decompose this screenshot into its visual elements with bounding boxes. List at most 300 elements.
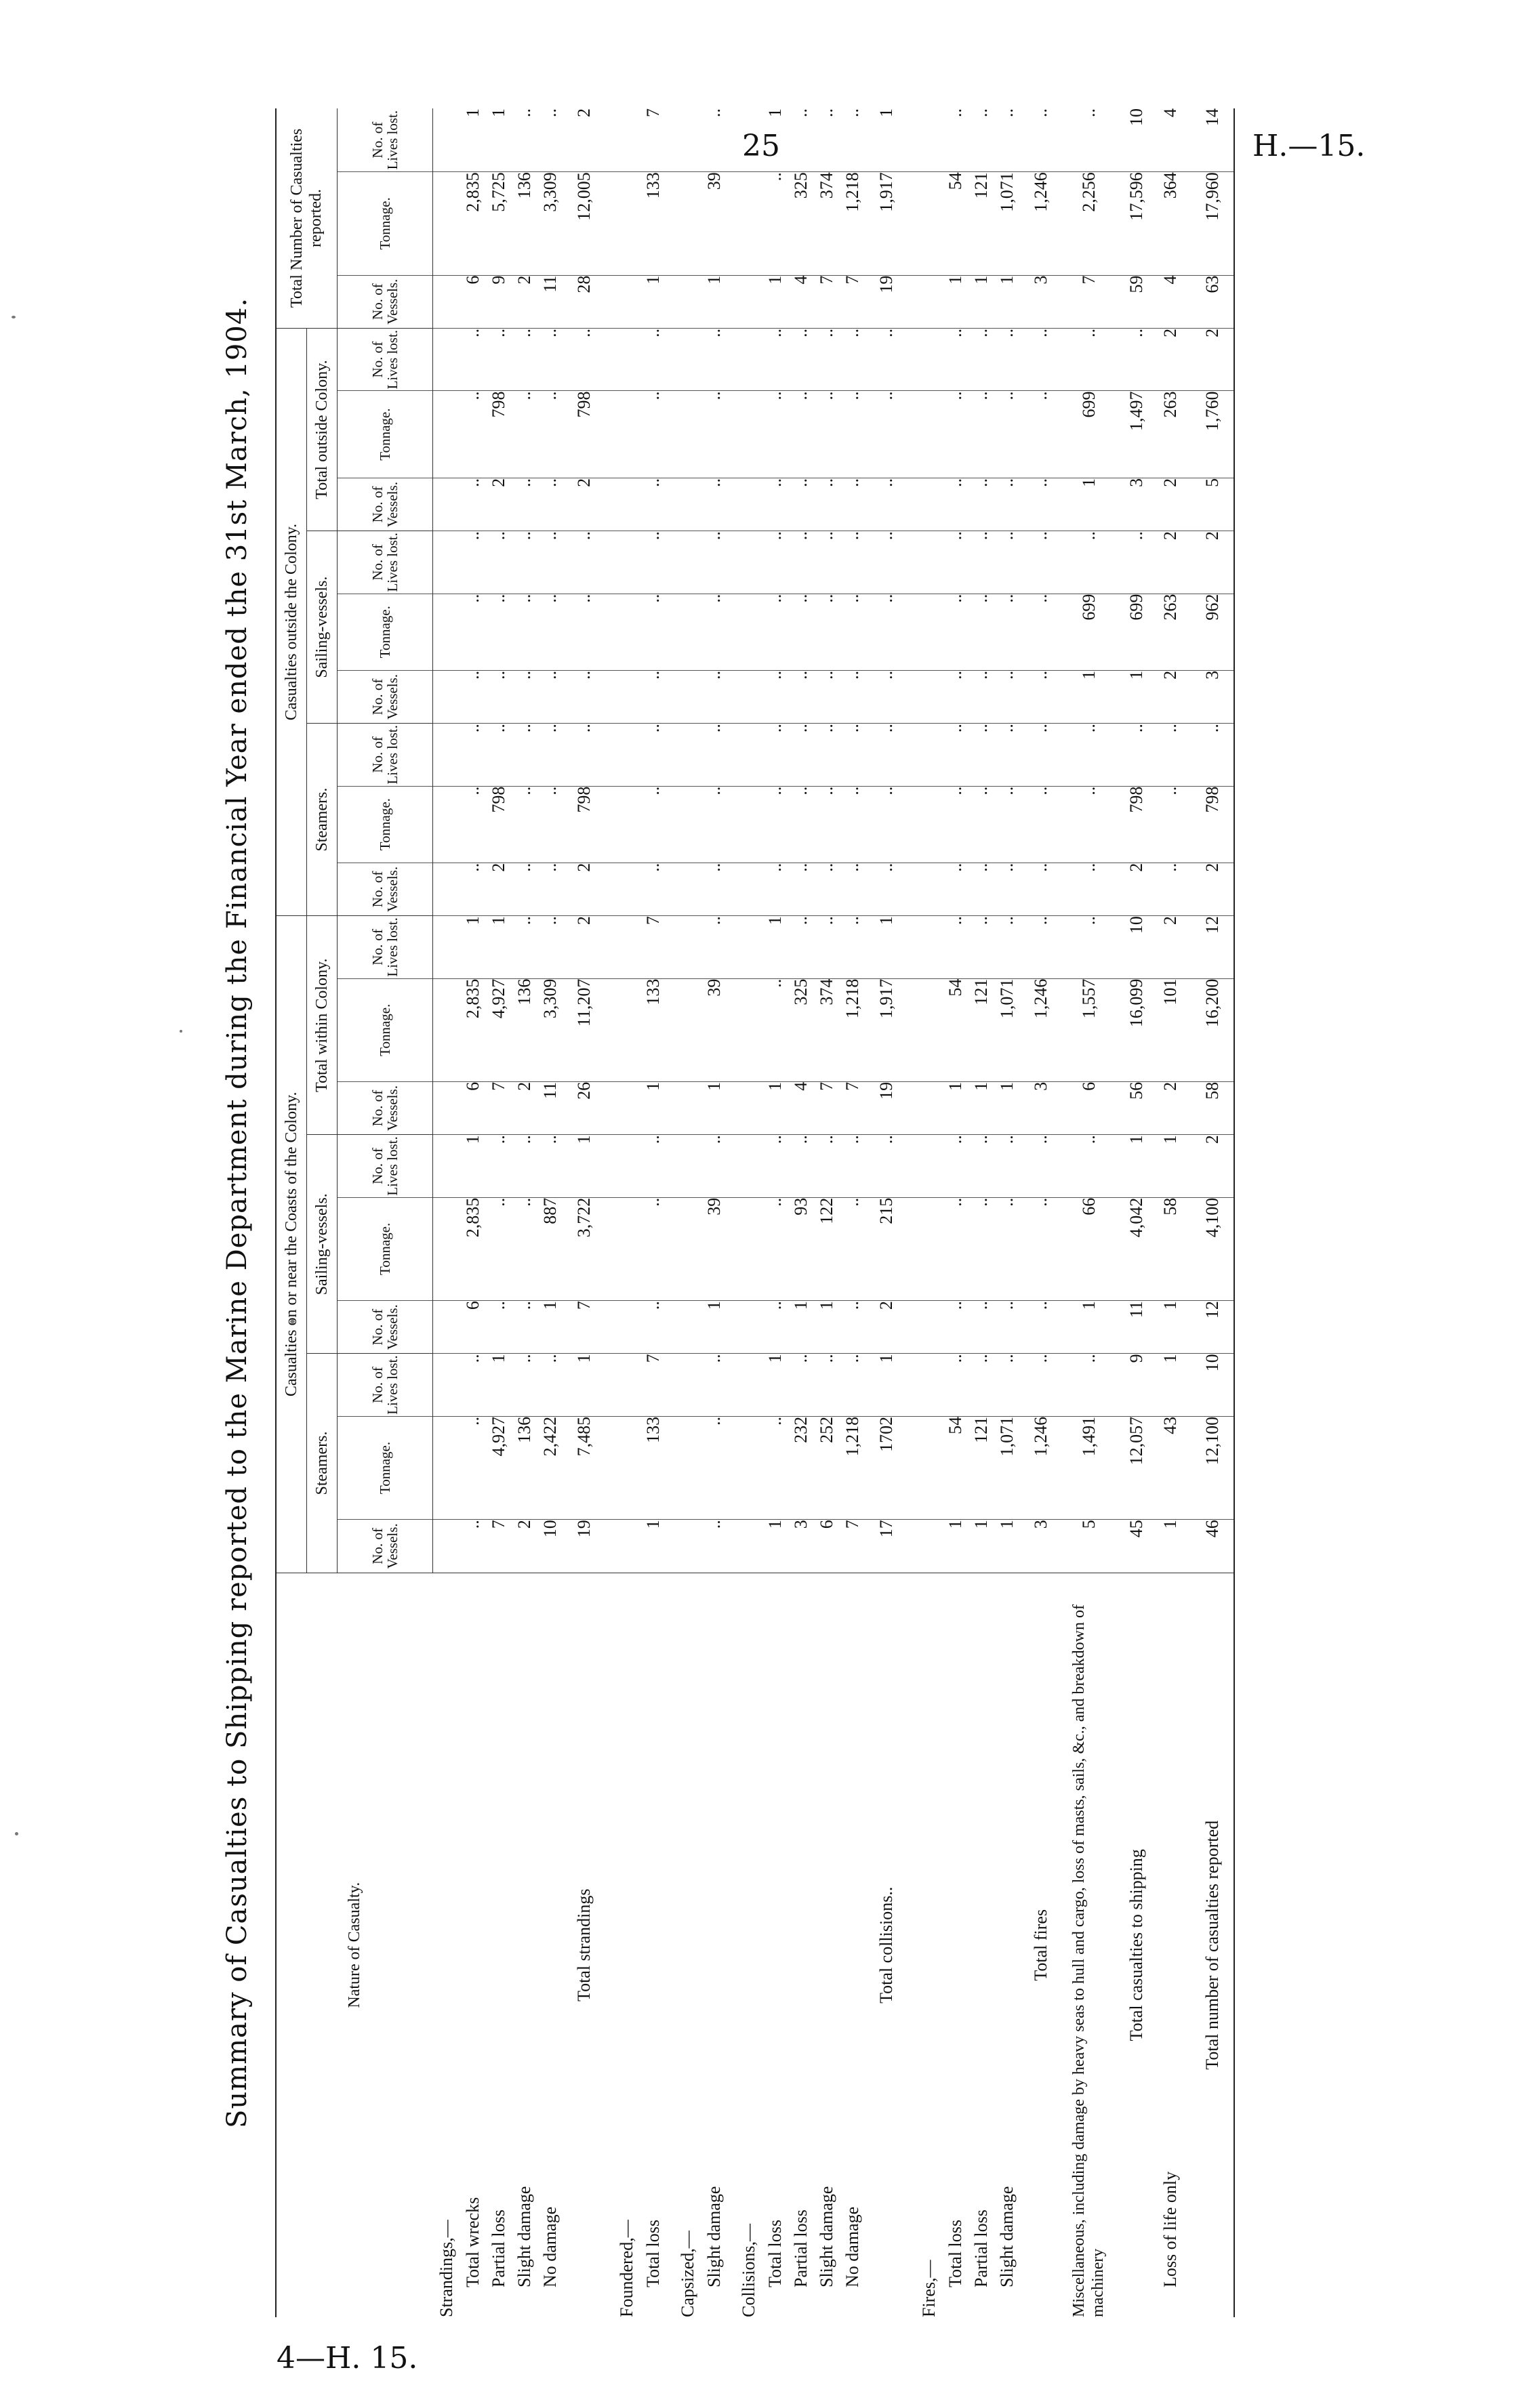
table-cell: .. [701, 108, 727, 172]
table-cell: 28 [563, 275, 605, 328]
table-cell: .. [865, 786, 908, 863]
table-cell: .. [1116, 531, 1158, 594]
table-cell: .. [762, 863, 788, 915]
table-cell: .. [537, 478, 563, 531]
table-cell [674, 670, 701, 723]
table-cell: 1 [1158, 1301, 1183, 1354]
total-row [1191, 108, 1234, 2317]
table-cell: .. [1020, 1197, 1062, 1300]
section-row [735, 108, 762, 2317]
row-label: Partial loss [969, 1573, 994, 2317]
table-cell: 4 [1158, 275, 1183, 328]
table-cell: 2 [563, 108, 605, 172]
table-cell: .. [1020, 108, 1062, 172]
table-cell: 1 [640, 1081, 666, 1134]
table-cell: .. [865, 594, 908, 670]
table-cell: .. [460, 531, 486, 594]
table-cell: .. [814, 863, 840, 915]
table-cell: .. [840, 478, 865, 531]
table-cell: 3 [1020, 1520, 1062, 1573]
table-cell: 1 [537, 1301, 563, 1354]
table-cell [674, 108, 701, 172]
table-cell [735, 1197, 762, 1300]
table-cell: .. [994, 328, 1020, 391]
table-cell: 798 [1116, 786, 1158, 863]
table-cell: 2 [1191, 531, 1234, 594]
table-cell: .. [701, 594, 727, 670]
table-cell: .. [486, 594, 512, 670]
table-cell [674, 391, 701, 478]
table-cell: 4,042 [1116, 1197, 1158, 1300]
table-cell [735, 1301, 762, 1354]
table-cell: .. [969, 1197, 994, 1300]
table-cell: 1 [943, 1081, 969, 1134]
table-cell: 1,246 [1020, 1416, 1062, 1519]
table-cell: 1,917 [865, 172, 908, 275]
table-cell [735, 1354, 762, 1416]
table-cell: 7 [640, 1354, 666, 1416]
table-cell: .. [486, 670, 512, 723]
table-cell: 2,422 [537, 1416, 563, 1519]
table-cell [613, 275, 640, 328]
table-cell [674, 1135, 701, 1197]
table-cell: 4 [788, 1081, 814, 1134]
total-row [563, 108, 605, 2317]
table-cell: 1 [762, 275, 788, 328]
row-label: Capsized,— [674, 1573, 701, 2317]
table-cell: 2 [1158, 670, 1183, 723]
table-cell: .. [840, 391, 865, 478]
table-row [969, 108, 994, 2317]
table-cell: 16,099 [1116, 978, 1158, 1081]
table-cell: .. [512, 786, 537, 863]
table-cell: .. [1020, 478, 1062, 531]
table-row [994, 108, 1020, 2317]
table-cell: .. [563, 724, 605, 786]
table-cell: .. [512, 531, 537, 594]
table-cell: .. [994, 1354, 1020, 1416]
table-cell: .. [943, 1301, 969, 1354]
row-label: No damage [537, 1573, 563, 2317]
table-cell: 7 [1070, 275, 1107, 328]
row-label: Total wrecks [460, 1573, 486, 2317]
col-tonnage: Tonnage. [338, 172, 433, 275]
table-cell: 263 [1158, 391, 1183, 478]
col-lives: No. of Lives lost. [338, 1135, 433, 1197]
table-cell: .. [512, 108, 537, 172]
table-cell: 17,596 [1116, 172, 1158, 275]
table-cell: .. [788, 531, 814, 594]
table-cell: .. [537, 786, 563, 863]
table-cell: .. [701, 916, 727, 978]
table-cell: 9 [486, 275, 512, 328]
table-cell: 1 [701, 275, 727, 328]
table-cell: 122 [814, 1197, 840, 1300]
table-cell: 699 [1116, 594, 1158, 670]
table-cell: .. [762, 1301, 788, 1354]
table-cell: 121 [969, 172, 994, 275]
table-cell: 215 [865, 1197, 908, 1300]
table-cell: .. [762, 786, 788, 863]
table-cell: 1 [563, 1135, 605, 1197]
table-row [814, 108, 840, 2317]
table-cell: 1,491 [1070, 1416, 1107, 1519]
table-row [486, 108, 512, 2317]
table-cell: .. [840, 594, 865, 670]
table-cell [613, 1197, 640, 1300]
table-cell: .. [1020, 916, 1062, 978]
table-cell: .. [762, 594, 788, 670]
table-cell: 1 [762, 108, 788, 172]
table-cell [735, 670, 762, 723]
sailing-outside-header: Sailing-vessels. [307, 531, 338, 724]
table-cell: 6 [460, 275, 486, 328]
table-cell: 7 [814, 1081, 840, 1134]
table-cell: .. [1070, 531, 1107, 594]
table-cell: .. [814, 786, 840, 863]
table-cell: 16,200 [1191, 978, 1234, 1081]
table-cell [674, 1197, 701, 1300]
table-cell: 136 [512, 1416, 537, 1519]
table-cell: .. [1020, 391, 1062, 478]
table-cell [433, 1197, 461, 1300]
col-vessels: No. of Vessels. [338, 670, 433, 723]
table-cell: 1 [460, 1135, 486, 1197]
table-cell: 1 [486, 916, 512, 978]
table-cell: .. [840, 531, 865, 594]
table-cell: .. [701, 391, 727, 478]
table-cell [433, 391, 461, 478]
table-cell: 1 [1116, 670, 1158, 723]
table-cell [916, 172, 943, 275]
table-cell: 232 [788, 1416, 814, 1519]
table-cell: 11 [537, 275, 563, 328]
table-cell: .. [969, 328, 994, 391]
table-cell [916, 391, 943, 478]
table-cell: 1 [969, 275, 994, 328]
table-cell: 1,218 [840, 978, 865, 1081]
table-cell: 12 [1191, 916, 1234, 978]
row-label: Total loss [762, 1573, 788, 2317]
table-cell: .. [762, 328, 788, 391]
scan-speck [12, 316, 16, 318]
table-cell: 1 [640, 275, 666, 328]
table-cell: 101 [1158, 978, 1183, 1081]
table-cell: .. [640, 1135, 666, 1197]
total-within-header: Total within Colony. [307, 916, 338, 1135]
table-cell [674, 786, 701, 863]
table-cell: 2 [563, 863, 605, 915]
table-cell: .. [512, 724, 537, 786]
table-cell [674, 724, 701, 786]
table-cell [916, 1416, 943, 1519]
table-cell: .. [814, 531, 840, 594]
table-cell: .. [969, 916, 994, 978]
table-cell: 133 [640, 172, 666, 275]
table-cell: 1,246 [1020, 172, 1062, 275]
table-cell: .. [1116, 328, 1158, 391]
table-cell: .. [486, 328, 512, 391]
row-label: Strandings,— [433, 1573, 461, 2317]
table-cell: 3 [1191, 670, 1234, 723]
row-label: Slight damage [994, 1573, 1020, 2317]
table-cell: 66 [1070, 1197, 1107, 1300]
row-label: Foundered,— [613, 1573, 640, 2317]
table-cell: 46 [1191, 1520, 1234, 1573]
table-cell [613, 1301, 640, 1354]
table-cell [735, 478, 762, 531]
table-cell: 3,722 [563, 1197, 605, 1300]
table-cell: 4,927 [486, 1416, 512, 1519]
scan-speck [15, 1832, 18, 1835]
table-cell [613, 724, 640, 786]
table-cell: 1 [762, 1520, 788, 1573]
table-cell [916, 1081, 943, 1134]
row-label: Total fires [1020, 1573, 1062, 2317]
table-cell: .. [865, 1135, 908, 1197]
table-cell: .. [460, 1416, 486, 1519]
table-cell: 1 [994, 275, 1020, 328]
row-label: Total loss [640, 1573, 666, 2317]
table-cell: .. [460, 1520, 486, 1573]
row-label: Miscellaneous, including damage by heavy seas to hull and cargo, loss of masts, sails, &c., and breakdown of machinery [1070, 1573, 1107, 2317]
col-tonnage: Tonnage. [338, 1416, 433, 1519]
table-cell: 54 [943, 978, 969, 1081]
table-cell [916, 1135, 943, 1197]
table-cell: .. [840, 863, 865, 915]
table-cell: .. [943, 328, 969, 391]
table-cell: 2 [563, 916, 605, 978]
table-cell [674, 1301, 701, 1354]
table-cell: 17,960 [1191, 172, 1234, 275]
row-label: Loss of life only [1158, 1573, 1183, 2317]
table-cell [735, 724, 762, 786]
table-cell [735, 863, 762, 915]
table-cell: .. [512, 670, 537, 723]
table-cell: 58 [1158, 1197, 1183, 1300]
table-cell [613, 670, 640, 723]
table-cell: .. [640, 531, 666, 594]
table-cell: .. [840, 786, 865, 863]
table-cell: .. [994, 724, 1020, 786]
table-cell: .. [840, 1354, 865, 1416]
row-label: Partial loss [486, 1573, 512, 2317]
table-cell: .. [701, 1135, 727, 1197]
section-row [613, 108, 640, 2317]
table-cell: .. [701, 724, 727, 786]
table-cell: 2 [1158, 328, 1183, 391]
table-cell: .. [840, 724, 865, 786]
table-cell: 1,497 [1116, 391, 1158, 478]
table-cell: 1,760 [1191, 391, 1234, 478]
table-cell: .. [460, 478, 486, 531]
table-cell [674, 531, 701, 594]
table-cell: 2 [486, 478, 512, 531]
table-cell: .. [701, 1520, 727, 1573]
table-cell: .. [994, 391, 1020, 478]
table-cell: .. [1020, 328, 1062, 391]
table-cell: 3 [1020, 1081, 1062, 1134]
table-cell [735, 391, 762, 478]
table-cell: .. [814, 108, 840, 172]
table-cell: .. [943, 391, 969, 478]
table-cell: .. [1070, 786, 1107, 863]
table-cell [735, 275, 762, 328]
table-cell: .. [840, 1135, 865, 1197]
table-cell: 6 [1070, 1081, 1107, 1134]
table-cell: .. [943, 1135, 969, 1197]
table-cell: .. [512, 1135, 537, 1197]
table-cell [674, 916, 701, 978]
table-cell [433, 275, 461, 328]
table-cell: .. [943, 1354, 969, 1416]
table-cell: .. [486, 1301, 512, 1354]
table-cell: 887 [537, 1197, 563, 1300]
table-cell: .. [701, 531, 727, 594]
outside-colony-header: Casualties outside the Colony. [276, 328, 307, 915]
table-cell: .. [512, 1301, 537, 1354]
table-cell [916, 724, 943, 786]
col-tonnage: Tonnage. [338, 786, 433, 863]
header-reference: H.—15. [1252, 129, 1366, 163]
table-cell: .. [486, 1135, 512, 1197]
spacer-row [1062, 108, 1070, 2317]
table-cell: .. [943, 478, 969, 531]
table-row [460, 108, 486, 2317]
table-cell [674, 863, 701, 915]
footer-reference: 4—H. 15. [277, 2341, 418, 2375]
table-cell: 5 [1070, 1520, 1107, 1573]
table-cell: .. [1020, 1301, 1062, 1354]
table-cell: .. [701, 1354, 727, 1416]
table-cell: 1 [1070, 1301, 1107, 1354]
table-cell: .. [512, 478, 537, 531]
table-cell: .. [943, 1197, 969, 1300]
table-cell: .. [701, 1416, 727, 1519]
table-cell: 12,100 [1191, 1416, 1234, 1519]
table-cell: .. [512, 863, 537, 915]
table-cell: .. [762, 172, 788, 275]
table-cell: 121 [969, 978, 994, 1081]
table-cell: .. [640, 670, 666, 723]
table-cell [613, 1416, 640, 1519]
table-cell: .. [840, 916, 865, 978]
table-cell: 2 [512, 1081, 537, 1134]
table-cell: .. [1070, 1135, 1107, 1197]
row-label: Total number of casualties reported [1191, 1573, 1234, 2317]
table-body [433, 108, 1235, 2317]
table-cell: 6 [460, 1081, 486, 1134]
table-title: Summary of Casualties to Shipping reported to the Marine Department during the Financial Year ended the 31st March, 1904. [222, 297, 253, 2128]
table-cell: 2 [512, 275, 537, 328]
table-cell: .. [640, 594, 666, 670]
table-cell: .. [460, 724, 486, 786]
table-cell: .. [788, 786, 814, 863]
table-cell: 7 [840, 1081, 865, 1134]
table-cell: 14 [1191, 108, 1234, 172]
table-cell: 7 [814, 275, 840, 328]
table-cell [674, 978, 701, 1081]
table-cell: .. [865, 670, 908, 723]
table-cell: 3,309 [537, 978, 563, 1081]
table-cell: .. [994, 108, 1020, 172]
table-cell: .. [994, 1135, 1020, 1197]
table-cell: 374 [814, 978, 840, 1081]
table-row [512, 108, 537, 2317]
table-cell: .. [512, 391, 537, 478]
table-cell [433, 978, 461, 1081]
table-cell [433, 1416, 461, 1519]
table-cell [433, 108, 461, 172]
spacer-row [1183, 108, 1191, 2317]
table-cell: 1 [460, 916, 486, 978]
table-cell: .. [865, 478, 908, 531]
spacer-row [727, 108, 735, 2317]
table-cell: .. [640, 391, 666, 478]
table-cell [916, 1197, 943, 1300]
table-cell [613, 1135, 640, 1197]
table-cell: 7,485 [563, 1416, 605, 1519]
table-cell: 1 [486, 108, 512, 172]
table-cell: .. [943, 594, 969, 670]
table-row [640, 108, 666, 2317]
table-cell: .. [512, 328, 537, 391]
table-cell: .. [640, 1197, 666, 1300]
total-outside-header: Total outside Colony. [307, 328, 338, 531]
table-cell: .. [563, 594, 605, 670]
table-cell: .. [701, 328, 727, 391]
table-cell [735, 1520, 762, 1573]
table-cell: 1 [969, 1081, 994, 1134]
table-cell: .. [701, 863, 727, 915]
total-row [865, 108, 908, 2317]
col-tonnage: Tonnage. [338, 391, 433, 478]
spacer-row [908, 108, 916, 2317]
table-cell: .. [1116, 724, 1158, 786]
table-cell [613, 391, 640, 478]
table-cell [735, 786, 762, 863]
table-cell: 39 [701, 1197, 727, 1300]
table-cell: .. [943, 724, 969, 786]
row-label: Fires,— [916, 1573, 943, 2317]
table-cell: .. [969, 478, 994, 531]
table-cell [433, 786, 461, 863]
table-cell [674, 1081, 701, 1134]
table-cell: 2 [1191, 328, 1234, 391]
table-cell: .. [537, 1135, 563, 1197]
table-cell: 1 [701, 1301, 727, 1354]
table-cell: .. [640, 863, 666, 915]
table-cell [735, 531, 762, 594]
table-cell [916, 1520, 943, 1573]
table-cell: .. [701, 670, 727, 723]
row-label: Collisions,— [735, 1573, 762, 2317]
table-cell: 7 [840, 275, 865, 328]
table-cell: .. [943, 916, 969, 978]
table-cell: .. [814, 724, 840, 786]
table-cell: 962 [1191, 594, 1234, 670]
table-cell [433, 594, 461, 670]
col-vessels: No. of Vessels. [338, 478, 433, 531]
table-cell [613, 1081, 640, 1134]
table-cell: 1 [701, 1081, 727, 1134]
table-cell: 1 [943, 275, 969, 328]
table-cell: .. [840, 670, 865, 723]
table-cell [735, 594, 762, 670]
table-cell [674, 275, 701, 328]
table-cell [916, 786, 943, 863]
table-cell: 1 [865, 108, 908, 172]
